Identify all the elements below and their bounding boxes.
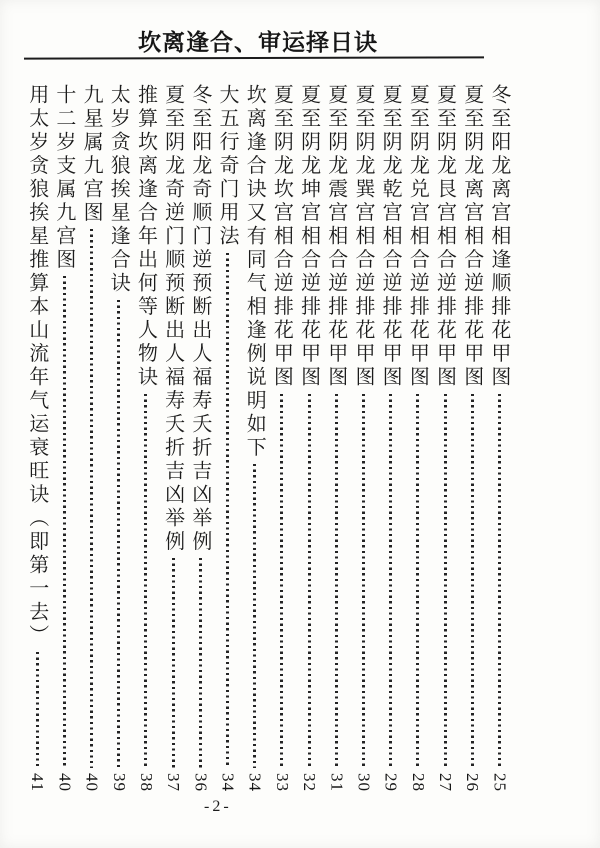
dot-leader — [63, 276, 66, 768]
dot-leader — [498, 394, 501, 769]
toc-entry-page-number: 40 — [82, 773, 102, 792]
toc-entry — [404, 84, 431, 792]
dot-leader — [335, 394, 338, 769]
toc-entry-label: 九星属九宫图 — [80, 84, 103, 225]
toc-entry-page-number: 25 — [490, 773, 510, 792]
toc-entry-page-number: 28 — [408, 773, 428, 792]
dot-leader — [253, 464, 256, 768]
table-of-contents — [24, 84, 513, 792]
dot-leader — [226, 253, 229, 769]
toc-entry-label: 夏至阴龙震宫相合逆排花甲图 — [324, 84, 347, 390]
toc-entry-page-number: 39 — [109, 773, 129, 792]
toc-entry — [51, 84, 78, 792]
dot-leader — [280, 394, 283, 769]
toc-entry-page-number: 29 — [381, 773, 401, 792]
toc-entry-page-number: 31 — [327, 773, 347, 792]
toc-entry-label: 太岁贪狼挨星逢合诀 — [107, 84, 130, 296]
toc-entry — [241, 84, 268, 792]
toc-entry-label: 夏至阴龙离宫相合逆排花甲图 — [460, 84, 483, 390]
dot-leader — [144, 394, 147, 769]
toc-entry-page-number: 37 — [164, 773, 184, 792]
dot-leader — [172, 558, 175, 768]
toc-entry-label: 推算坎离逢合年出何等人物诀 — [134, 84, 157, 390]
toc-entry-label: 夏至阴龙巽宫相合逆排花甲图 — [351, 84, 374, 390]
dot-leader — [416, 394, 419, 769]
toc-entry — [350, 84, 377, 792]
toc-entry-label: 用太岁贪狼挨星推算本山流年气运衰旺诀（即第一去） — [25, 84, 48, 648]
toc-entry — [431, 84, 458, 792]
toc-entry — [377, 84, 404, 792]
toc-entry-page-number: 40 — [55, 773, 75, 792]
toc-entry — [486, 84, 513, 792]
toc-entry-label: 夏至阴龙奇逆门顺预断出人福寿夭折吉凶举例 — [161, 84, 184, 554]
toc-entry — [323, 84, 350, 792]
dot-leader — [444, 394, 447, 769]
toc-entry — [105, 84, 132, 792]
toc-entry — [296, 84, 323, 792]
toc-entry — [160, 84, 187, 792]
toc-entry-label: 冬至阳龙奇顺门逆预断出人福寿夭折吉凶举例 — [188, 84, 211, 554]
toc-entry-label: 夏至阴龙艮宫相合逆排花甲图 — [433, 84, 456, 390]
toc-entry-page-number: 32 — [300, 773, 320, 792]
folio-page-number: -2- — [204, 798, 232, 815]
dot-leader — [90, 229, 93, 768]
toc-entry-label: 冬至阳龙离宫相逢顺排花甲图 — [487, 84, 510, 390]
toc-entry-page-number: 33 — [272, 773, 292, 792]
toc-entry-label: 夏至阴龙坎宫相合逆排花甲图 — [270, 84, 293, 390]
page-title: 坎离逢合、审运择日诀 — [138, 30, 378, 55]
dot-leader — [199, 558, 202, 768]
dot-leader — [36, 652, 39, 768]
toc-entry-label: 夏至阴龙乾宫相合逆排花甲图 — [379, 84, 402, 390]
toc-entry-page-number: 41 — [28, 773, 48, 792]
toc-entry — [24, 84, 51, 792]
dot-leader — [308, 394, 311, 769]
toc-entry-page-number: 36 — [191, 773, 211, 792]
toc-entry-page-number: 34 — [245, 773, 265, 792]
toc-entry — [268, 84, 295, 792]
toc-entry — [214, 84, 241, 792]
toc-entry-label: 坎离逢合诀又有同气相逢例说明如下 — [243, 84, 266, 460]
toc-entry-page-number: 30 — [354, 773, 374, 792]
title-underline-rule — [24, 56, 484, 59]
toc-entry-page-number: 34 — [218, 773, 238, 792]
toc-entry-page-number: 27 — [436, 773, 456, 792]
toc-entry-label: 夏至阴龙兑宫相合逆排花甲图 — [406, 84, 429, 390]
toc-entry — [187, 84, 214, 792]
toc-entry — [459, 84, 486, 792]
toc-entry-page-number: 26 — [463, 773, 483, 792]
dot-leader — [471, 394, 474, 769]
toc-entry-label: 夏至阴龙坤宫相合逆排花甲图 — [297, 84, 320, 390]
dot-leader — [117, 300, 120, 769]
dot-leader — [362, 394, 365, 769]
dot-leader — [389, 394, 392, 769]
toc-entry — [132, 84, 159, 792]
toc-entry-page-number: 38 — [136, 773, 156, 792]
toc-entry-label: 大五行奇门用法 — [216, 84, 239, 249]
toc-entry-label: 十二岁支属九宫图 — [52, 84, 75, 272]
toc-entry — [78, 84, 105, 792]
